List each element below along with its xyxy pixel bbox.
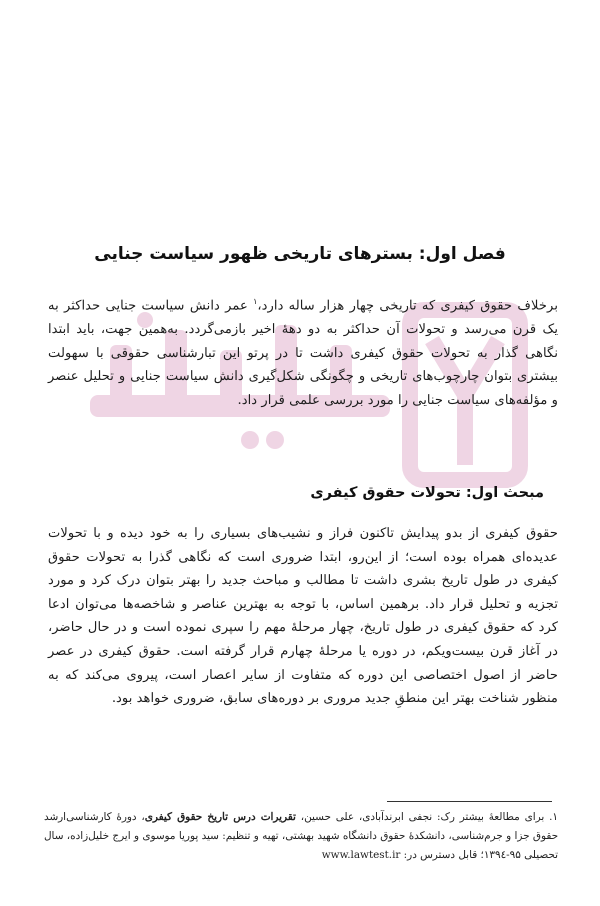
- chapter-title: فصل اول: بسترهای تاریخی ظهور سیاست جنایی: [94, 244, 506, 264]
- footnote-book-title: تقریرات درس تاریخ حقوق کیفری: [144, 811, 296, 823]
- footnote-number: ۱.: [549, 811, 558, 823]
- intro-text-rest: عمر دانش سیاست جنایی حداکثر به یک قرن می‌رسد و تحولات آن حداکثر به دو دههٔ اخیر بازمی‌گردد. به‌همین جهت، باید ابتدا نگاهی گذار به تحولات حقوق کیفری داشت تا در پرتو این تبارشناسی حقوقی با سهولت بیشتری بتوان چارچوب‌های تاریخی و چگونگی شکل‌گیری دانش سیاست جنایی و تحلیل عنصر و مؤلفه‌های سیاست جنایی را مورد بررسی علمی قرار داد.: [48, 298, 558, 408]
- footnote-text-rest: ، دورهٔ کارشناسی‌ارشد حقوق جزا و جرم‌شناسی، دانشکدهٔ حقوق دانشگاه شهید بهشتی، تهیه و تنظیم: سید پوریا موسوی و ایرج خلیل‌زاده، سال تحصیلی ۹۵-۱۳۹٤؛ قابل دسترس در:: [44, 811, 558, 861]
- footnote-url-link[interactable]: www.lawtest.ir: [321, 849, 401, 861]
- intro-paragraph: [48, 290, 558, 412]
- footnote: [44, 808, 558, 865]
- section-paragraph: حقوق کیفری از بدو پیدایش تاکنون فراز و نشیب‌های بسیاری را به خود دیده و با تحولات عدیده‌ای همراه بوده است؛ از این‌رو، ابتدا ضروری است که نگاهی گذرا به تحولات حقوق کیفری در طول تاریخ بشری داشت تا مطالب و مباحث جدید را بهتر بتوان درک کرد و مورد تجزیه و تحلیل قرار داد. برهمین اساس، با توجه به بهترین عناصر و شاخصه‌ها می‌توان ادعا کرد که حقوق کیفری در طول تاریخ، چهار مرحلهٔ مهم را سپری نموده است و در حال حاضر، در آغاز قرن بیست‌ویکم، در دوره یا مرحلهٔ چهارم قرار گرفته است. حقوق کیفری در عصر حاضر از اصول اختصاصی این دوره که متفاوت از سایر اعصار است، پیروی می‌کند که به منظور شناخت بهتر این منطقِ جدید مروری بر دوره‌های سابق، ضروری خواهد بود.: [48, 526, 558, 707]
- footnote-divider: [387, 801, 552, 802]
- footnote-marker[interactable]: ۱: [253, 297, 258, 306]
- section-heading: مبحث اول: تحولات حقوق کیفری: [310, 485, 544, 501]
- footnote-text-start: برای مطالعهٔ بیشتر رک: نجفی ابرندآبادی، علی حسین،: [295, 811, 545, 823]
- intro-text-start: برخلاف حقوق کیفری که تاریخی چهار هزار ساله دارد،: [257, 298, 559, 314]
